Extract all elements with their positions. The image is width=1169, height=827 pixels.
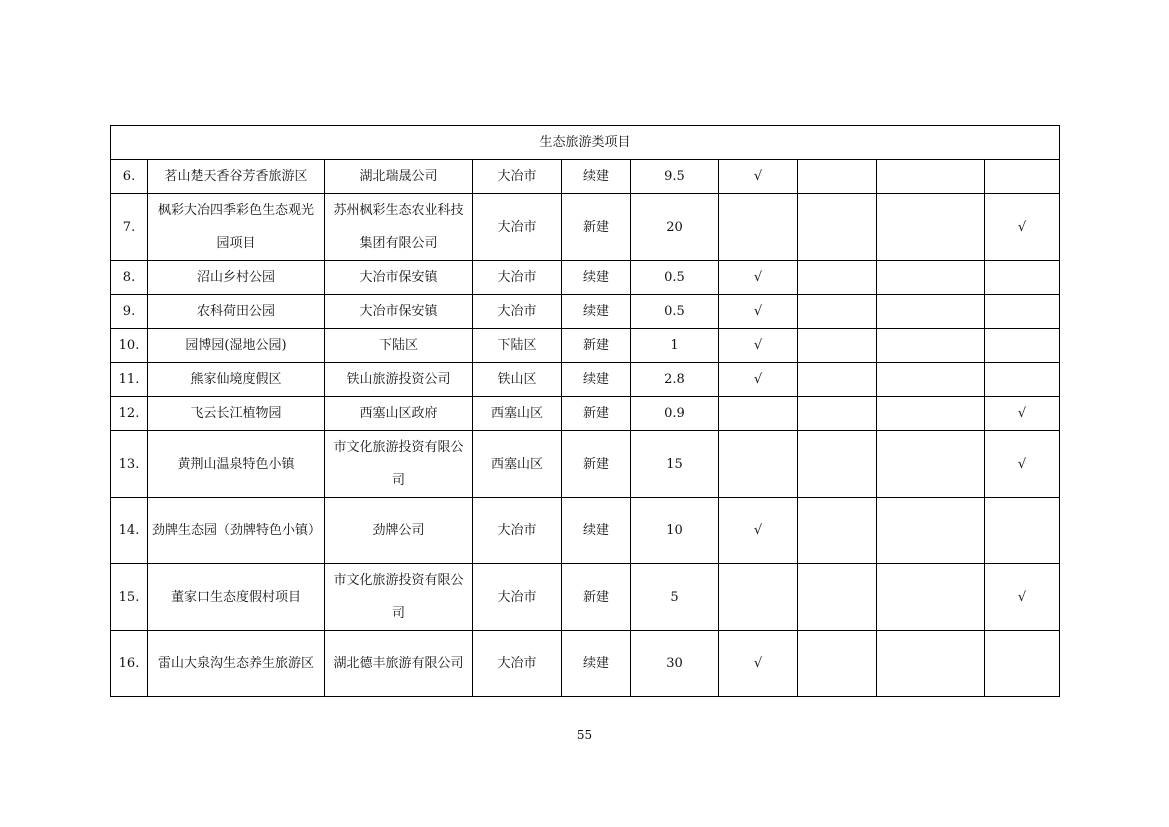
location: 西塞山区 [473, 431, 562, 498]
build-status: 续建 [562, 498, 631, 564]
check-col-4 [985, 261, 1060, 295]
location: 大冶市 [473, 194, 562, 261]
check-col-1: √ [719, 631, 798, 697]
row-number: 10. [111, 329, 148, 363]
row-number: 16. [111, 631, 148, 697]
location: 西塞山区 [473, 397, 562, 431]
owner-unit: 下陆区 [325, 329, 473, 363]
check-col-4: √ [985, 431, 1060, 498]
check-col-3 [877, 631, 985, 697]
row-number: 15. [111, 564, 148, 631]
build-status: 新建 [562, 194, 631, 261]
owner-unit: 大冶市保安镇 [325, 261, 473, 295]
build-status: 续建 [562, 631, 631, 697]
row-number: 11. [111, 363, 148, 397]
location: 铁山区 [473, 363, 562, 397]
check-col-4 [985, 329, 1060, 363]
owner-unit: 湖北瑞晟公司 [325, 160, 473, 194]
check-col-3 [877, 194, 985, 261]
location: 大冶市 [473, 160, 562, 194]
investment: 0.9 [631, 397, 719, 431]
owner-unit: 市文化旅游投资有限公司 [325, 564, 473, 631]
row-number: 7. [111, 194, 148, 261]
owner-unit: 劲牌公司 [325, 498, 473, 564]
investment: 2.8 [631, 363, 719, 397]
owner-unit: 湖北德丰旅游有限公司 [325, 631, 473, 697]
check-col-1 [719, 194, 798, 261]
check-col-3 [877, 564, 985, 631]
check-col-1: √ [719, 261, 798, 295]
check-col-2 [798, 498, 877, 564]
check-col-4 [985, 631, 1060, 697]
check-col-4 [985, 295, 1060, 329]
location: 大冶市 [473, 631, 562, 697]
check-col-4 [985, 363, 1060, 397]
project-name: 黄荆山温泉特色小镇 [148, 431, 325, 498]
table-row [111, 363, 1060, 397]
row-number: 14. [111, 498, 148, 564]
section-header-row [111, 126, 1060, 160]
check-col-2 [798, 194, 877, 261]
check-col-2 [798, 329, 877, 363]
check-col-2 [798, 431, 877, 498]
check-col-2 [798, 564, 877, 631]
check-col-2 [798, 631, 877, 697]
row-number: 12. [111, 397, 148, 431]
page-number: 55 [576, 728, 593, 742]
check-col-1: √ [719, 363, 798, 397]
build-status: 续建 [562, 261, 631, 295]
project-name: 董家口生态度假村项目 [148, 564, 325, 631]
project-table [110, 125, 1060, 697]
investment: 1 [631, 329, 719, 363]
build-status: 续建 [562, 160, 631, 194]
owner-unit: 苏州枫彩生态农业科技集团有限公司 [325, 194, 473, 261]
investment: 20 [631, 194, 719, 261]
build-status: 续建 [562, 295, 631, 329]
check-col-1: √ [719, 295, 798, 329]
check-col-3 [877, 363, 985, 397]
check-col-4 [985, 498, 1060, 564]
check-col-3 [877, 329, 985, 363]
check-col-1 [719, 431, 798, 498]
table-row [111, 564, 1060, 631]
check-col-1: √ [719, 329, 798, 363]
location: 大冶市 [473, 498, 562, 564]
build-status: 新建 [562, 329, 631, 363]
check-col-3 [877, 295, 985, 329]
check-col-2 [798, 295, 877, 329]
table-row [111, 431, 1060, 498]
owner-unit: 铁山旅游投资公司 [325, 363, 473, 397]
project-name: 飞云长江植物园 [148, 397, 325, 431]
check-col-4 [985, 160, 1060, 194]
check-col-4: √ [985, 397, 1060, 431]
investment: 9.5 [631, 160, 719, 194]
check-col-3 [877, 397, 985, 431]
location: 下陆区 [473, 329, 562, 363]
check-col-2 [798, 363, 877, 397]
check-col-2 [798, 397, 877, 431]
investment: 30 [631, 631, 719, 697]
check-col-1: √ [719, 160, 798, 194]
row-number: 13. [111, 431, 148, 498]
build-status: 新建 [562, 564, 631, 631]
check-col-1 [719, 397, 798, 431]
location: 大冶市 [473, 295, 562, 329]
table-row [111, 194, 1060, 261]
check-col-3 [877, 261, 985, 295]
check-col-3 [877, 160, 985, 194]
investment: 10 [631, 498, 719, 564]
row-number: 9. [111, 295, 148, 329]
table-row [111, 160, 1060, 194]
owner-unit: 西塞山区政府 [325, 397, 473, 431]
build-status: 新建 [562, 431, 631, 498]
investment: 15 [631, 431, 719, 498]
table-row [111, 329, 1060, 363]
section-title: 生态旅游类项目 [111, 126, 1060, 160]
project-name: 沼山乡村公园 [148, 261, 325, 295]
project-name: 熊家仙境度假区 [148, 363, 325, 397]
check-col-2 [798, 160, 877, 194]
investment: 5 [631, 564, 719, 631]
build-status: 新建 [562, 397, 631, 431]
check-col-4: √ [985, 194, 1060, 261]
investment: 0.5 [631, 295, 719, 329]
row-number: 8. [111, 261, 148, 295]
project-name: 雷山大泉沟生态养生旅游区 [148, 631, 325, 697]
check-col-3 [877, 498, 985, 564]
table-row [111, 397, 1060, 431]
project-name: 枫彩大冶四季彩色生态观光园项目 [148, 194, 325, 261]
check-col-1 [719, 564, 798, 631]
check-col-2 [798, 261, 877, 295]
check-col-4: √ [985, 564, 1060, 631]
location: 大冶市 [473, 564, 562, 631]
table-row [111, 498, 1060, 564]
row-number: 6. [111, 160, 148, 194]
build-status: 续建 [562, 363, 631, 397]
project-name: 园博园(湿地公园) [148, 329, 325, 363]
check-col-3 [877, 431, 985, 498]
location: 大冶市 [473, 261, 562, 295]
project-name: 劲牌生态园（劲牌特色小镇） [148, 498, 325, 564]
table-row [111, 631, 1060, 697]
check-col-1: √ [719, 498, 798, 564]
table-row [111, 261, 1060, 295]
project-name: 茗山楚天香谷芳香旅游区 [148, 160, 325, 194]
table-row [111, 295, 1060, 329]
owner-unit: 市文化旅游投资有限公司 [325, 431, 473, 498]
project-name: 农科荷田公园 [148, 295, 325, 329]
investment: 0.5 [631, 261, 719, 295]
owner-unit: 大冶市保安镇 [325, 295, 473, 329]
